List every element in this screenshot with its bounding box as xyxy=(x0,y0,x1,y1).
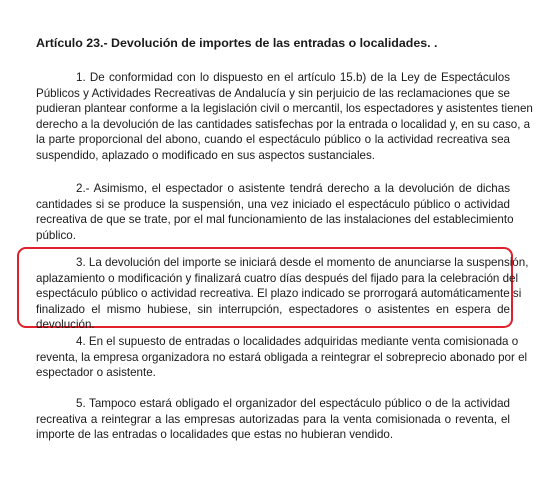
text-line: espectador o asistente. xyxy=(36,366,156,380)
text-line: público. xyxy=(36,228,76,242)
text-line: derecho a la devolución de las cantidades satisfechas por la entrada o localidad y, en su caso, a xyxy=(36,117,531,131)
text-line: devolución. xyxy=(36,318,95,332)
text-line: 3. La devolución del importe se iniciará desde el momento de anunciarse la suspensión, xyxy=(76,256,529,269)
article-title: Artículo 23.- Devolución de importes de las entradas o localidades. . xyxy=(36,36,438,50)
text-line: 4. En el supuesto de entradas o localidades adquiridas mediante venta comisionada o xyxy=(76,335,519,348)
text-line: 2.- Asimismo, el espectador o asistente tendrá derecho a la devolución de dichas xyxy=(76,182,510,195)
text-line: pudieran plantear conforme a la legislación civil o mercantil, los espectadores y asistentes tienen xyxy=(36,102,533,116)
text-line: reventa, la empresa organizadora no estará obligada a reintegrar el sobreprecio abonado por el xyxy=(36,350,528,364)
text-line: suspendido, aplazado o modificado en sus aspectos sustanciales. xyxy=(36,148,376,162)
text-line: importe de las entradas o localidades que estas no hubieran vendido. xyxy=(36,428,394,442)
text-line: 1. De conformidad con lo dispuesto en el artículo 15.b) de la Ley de Espectáculos xyxy=(76,71,510,84)
text-line: 5. Tampoco estará obligado el organizador del espectáculo público o de la actividad xyxy=(76,397,510,410)
paragraph-2 xyxy=(36,181,514,243)
text-line: cantidades si se produce la suspensión, una vez iniciado el espectáculo público o actividad xyxy=(36,197,510,211)
paragraph-1 xyxy=(36,70,533,164)
text-line: finalizado el mismo hubiese, sin interrupción, espectadores o asistentes en espera de xyxy=(36,302,510,316)
text-line: Públicos y Actividades Recreativas de Andalucía y sin perjuicio de las reclamaciones que se xyxy=(36,86,510,100)
paragraph-3-highlighted xyxy=(36,255,529,333)
text-line: espectáculo público o actividad recreativa. El plazo indicado se prorrogará automáticamente si xyxy=(36,287,522,301)
paragraph-4 xyxy=(36,334,528,381)
text-line: la parte proporcional del abono, cuando el espectáculo público o la actividad recreativa sea xyxy=(36,133,510,147)
text-line: recreativa de que se trate, por el mal funcionamiento de las instalaciones del establecimiento xyxy=(36,213,514,227)
paragraph-5 xyxy=(36,396,510,443)
text-line: aplazamiento o modificación y finalizará cuatro días después del fijado para la celebración del xyxy=(36,271,519,285)
text-line: recreativa a reintegrar a las empresas autorizadas para la venta comisionada o reventa, el xyxy=(36,412,510,426)
